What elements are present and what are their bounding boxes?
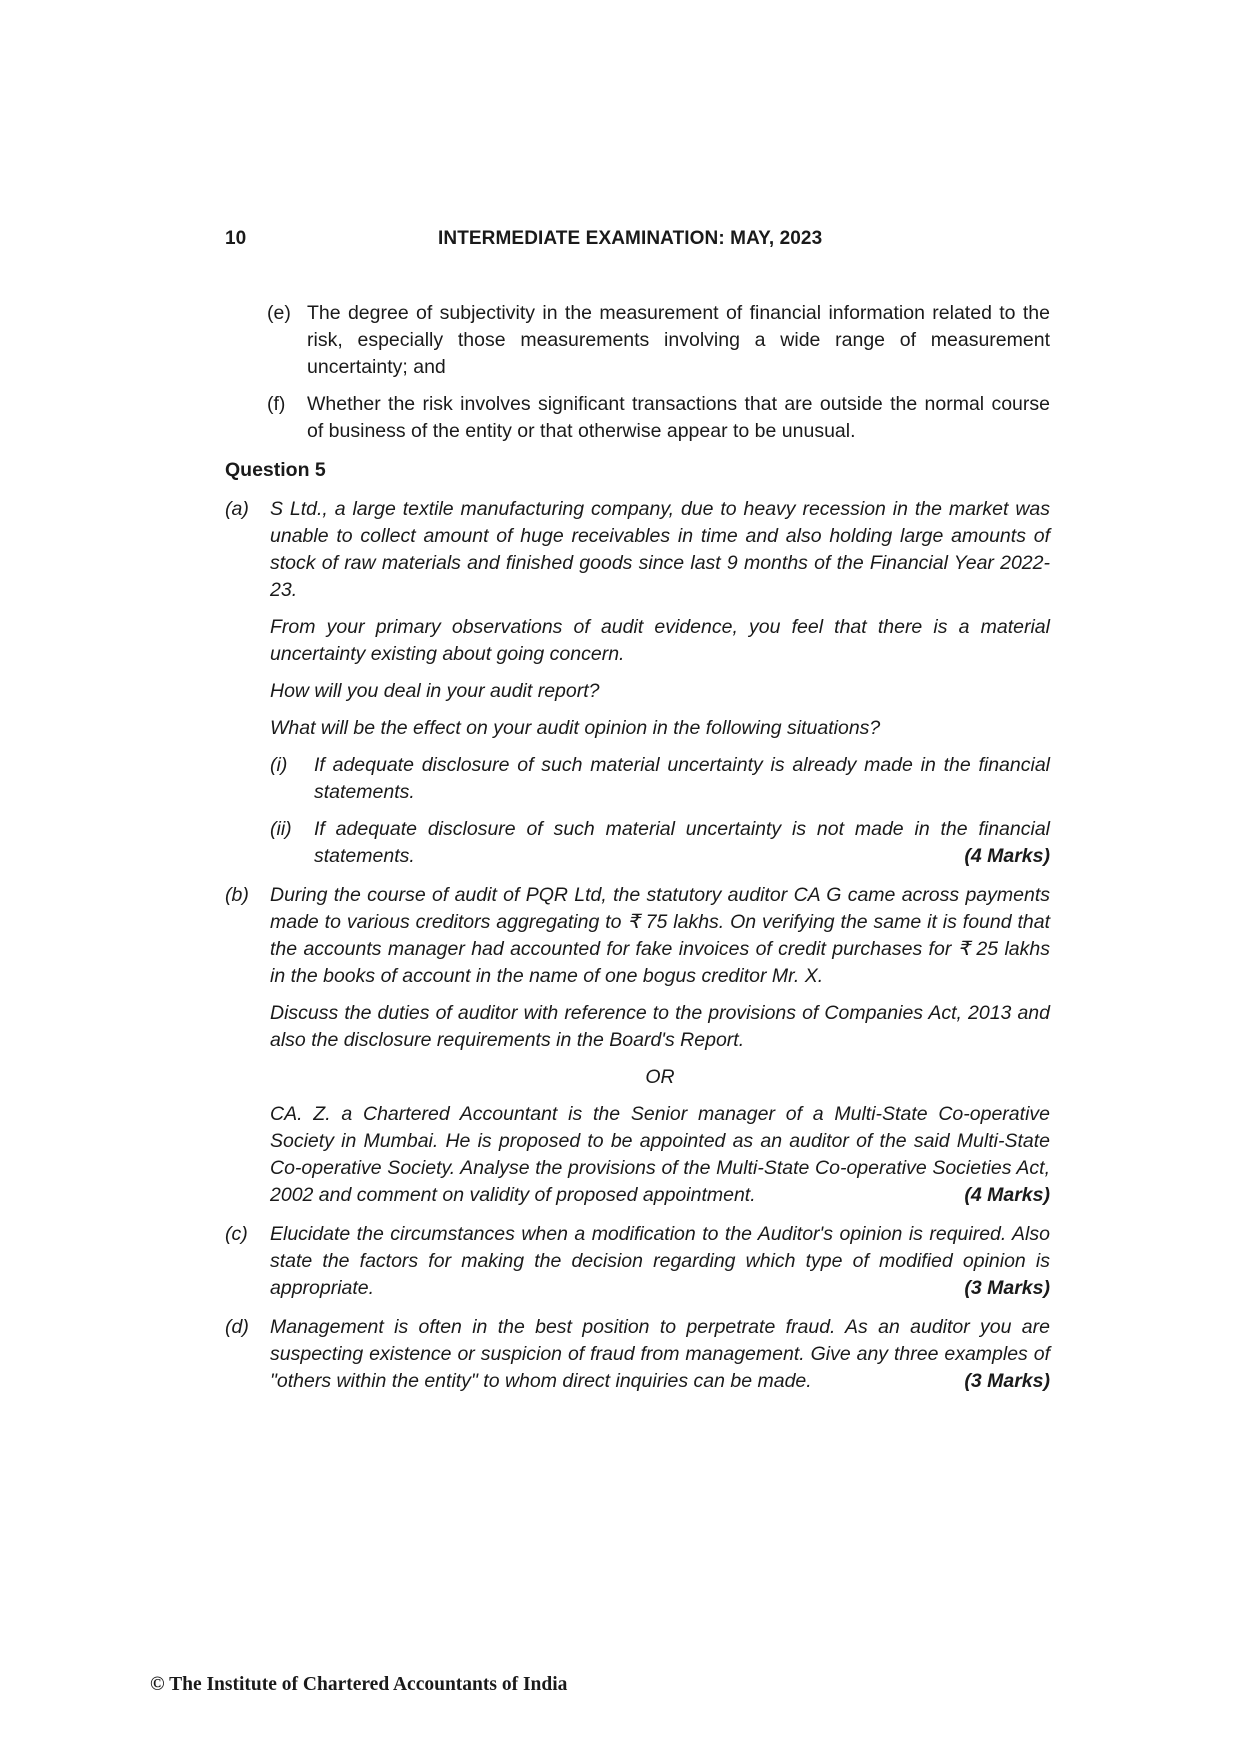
marks-label: (4 Marks)	[964, 1184, 1050, 1206]
question-part-d	[225, 1314, 1050, 1395]
part-a-para-1: S Ltd., a large textile manufacturing company, due to heavy recession in the market was unable to collect amount of huge receivables in time and also holding large amounts of stock of raw materials and finished goods since last 9 months of the Financial Year 2022-23.	[270, 498, 1050, 601]
question-part-a	[225, 496, 1050, 870]
marks-label: (3 Marks)	[964, 1370, 1050, 1392]
or-separator: OR	[645, 1066, 675, 1088]
sub-item-label: (ii)	[270, 818, 292, 840]
marks-label: (4 Marks)	[964, 845, 1050, 867]
marks-label: (3 Marks)	[964, 1277, 1050, 1299]
part-a-content	[270, 496, 1050, 870]
part-b-para-2: Discuss the duties of auditor with reference to the provisions of Companies Act, 2013 and also the disclosure requirements in the Board's Report.	[270, 1002, 1050, 1051]
marks-line	[270, 1182, 1050, 1209]
sub-item-text	[314, 816, 1050, 870]
list-item-e	[225, 300, 1050, 381]
sub-item-ii	[270, 816, 1050, 870]
part-label: (c)	[225, 1223, 248, 1245]
part-c-body: Elucidate the circumstances when a modification to the Auditor's opinion is required. Also state the factors for making the decision regarding which type of modified opinion is	[270, 1223, 1050, 1272]
sub-item-ii-line2: statements.	[314, 845, 415, 867]
list-item-text: Whether the risk involves significant transactions that are outside the normal course of business of the entity or that otherwise appear to be unusual.	[307, 393, 1050, 442]
part-d-last: "others within the entity" to whom direct inquiries can be made.	[270, 1370, 812, 1392]
sub-item-text: If adequate disclosure of such material uncertainty is already made in the financial statements.	[314, 754, 1050, 803]
page-header-title: INTERMEDIATE EXAMINATION: MAY, 2023	[438, 228, 823, 249]
part-a-para-4: What will be the effect on your audit opinion in the following situations?	[270, 717, 881, 739]
question-part-c	[225, 1221, 1050, 1302]
question-part-b	[225, 882, 1050, 1209]
part-label: (b)	[225, 884, 249, 906]
page-number: 10	[225, 228, 247, 249]
part-a-para-2: From your primary observations of audit evidence, you feel that there is a material uncertainty existing about going concern.	[270, 616, 1050, 665]
sub-item-label: (i)	[270, 754, 288, 776]
part-b-alt-last: 2002 and comment on validity of proposed appointment.	[270, 1184, 756, 1206]
part-b-para-1: During the course of audit of PQR Ltd, the statutory auditor CA G came across payments made to various creditors aggregating to ₹ 75 lakhs. On verifying the same it is found that the accounts manager had accounted for fake invoices of credit purchases for ₹ 25 lakhs in the books of account in the name of one bogus creditor Mr. X.	[270, 884, 1050, 987]
part-label: (d)	[225, 1316, 249, 1338]
page-body	[225, 300, 1050, 1395]
marks-line	[270, 1275, 1050, 1302]
marks-line	[270, 1368, 1050, 1395]
part-c-content	[270, 1221, 1050, 1302]
part-d-content	[270, 1314, 1050, 1395]
part-d-body: Management is often in the best position to perpetrate fraud. As an auditor you are suspecting existence or suspicion of fraud from management. Give any three examples of	[270, 1316, 1050, 1365]
part-b-content	[270, 882, 1050, 1209]
part-b-alt-body: CA. Z. a Chartered Accountant is the Senior manager of a Multi-State Co-operative Society in Mumbai. He is proposed to be appointed as an auditor of the said Multi-State Co-operative Society. Analyse the provisions of the Multi-State Co-operative Societies Act,	[270, 1103, 1050, 1179]
part-c-last: appropriate.	[270, 1277, 375, 1299]
part-label: (a)	[225, 498, 249, 520]
list-item-label: (e)	[267, 302, 291, 324]
sub-item-ii-line1: If adequate disclosure of such material uncertainty is not made in the financial	[314, 818, 1050, 840]
sub-item-i	[270, 752, 1050, 806]
list-item-label: (f)	[267, 393, 286, 415]
list-item-text: The degree of subjectivity in the measurement of financial information related to the risk, especially those measurements involving a wide range of measurement uncertainty; and	[307, 302, 1050, 378]
copyright-footer: © The Institute of Chartered Accountants of India	[150, 1674, 568, 1695]
marks-line	[314, 843, 1050, 870]
question-title: Question 5	[225, 459, 326, 481]
part-a-para-3: How will you deal in your audit report?	[270, 680, 600, 702]
list-item-f	[225, 391, 1050, 445]
